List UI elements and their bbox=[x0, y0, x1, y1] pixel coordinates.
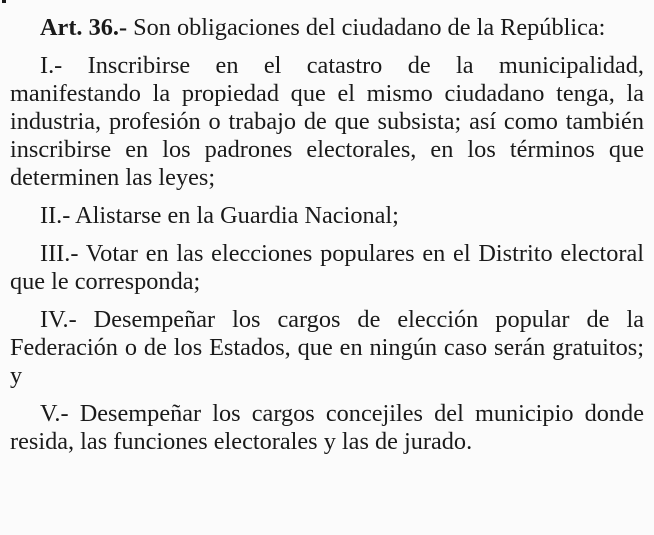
article-heading-paragraph bbox=[10, 14, 644, 42]
obligation-item-4: IV.- Desempeñar los cargos de elección popular de la Federación o de los Estados, que en ningún caso serán gratuitos; y bbox=[10, 306, 644, 389]
cropped-text-fragment bbox=[2, 0, 6, 3]
article-number: Art. 36.- bbox=[40, 14, 128, 41]
obligation-item-2: II.- Alistarse en la Guardia Nacional; bbox=[40, 202, 399, 229]
obligation-item-3: III.- Votar en las elecciones populares en el Distrito electoral que le corresponda; bbox=[10, 240, 644, 295]
obligation-item-5: V.- Desempeñar los cargos concejiles del municipio donde resida, las funciones electorales y las de jurado. bbox=[10, 400, 644, 455]
article-intro: Son obligaciones del ciudadano de la República: bbox=[127, 14, 606, 41]
article-text bbox=[10, 14, 644, 456]
obligation-item-1: I.- Inscribirse en el catastro de la municipalidad, manifestando la propiedad que el mismo ciudadano tenga, la industria, profesión o trabajo de que subsista; así como también inscribirse en los padrones electorales, en los términos que determinen las leyes; bbox=[10, 52, 644, 191]
